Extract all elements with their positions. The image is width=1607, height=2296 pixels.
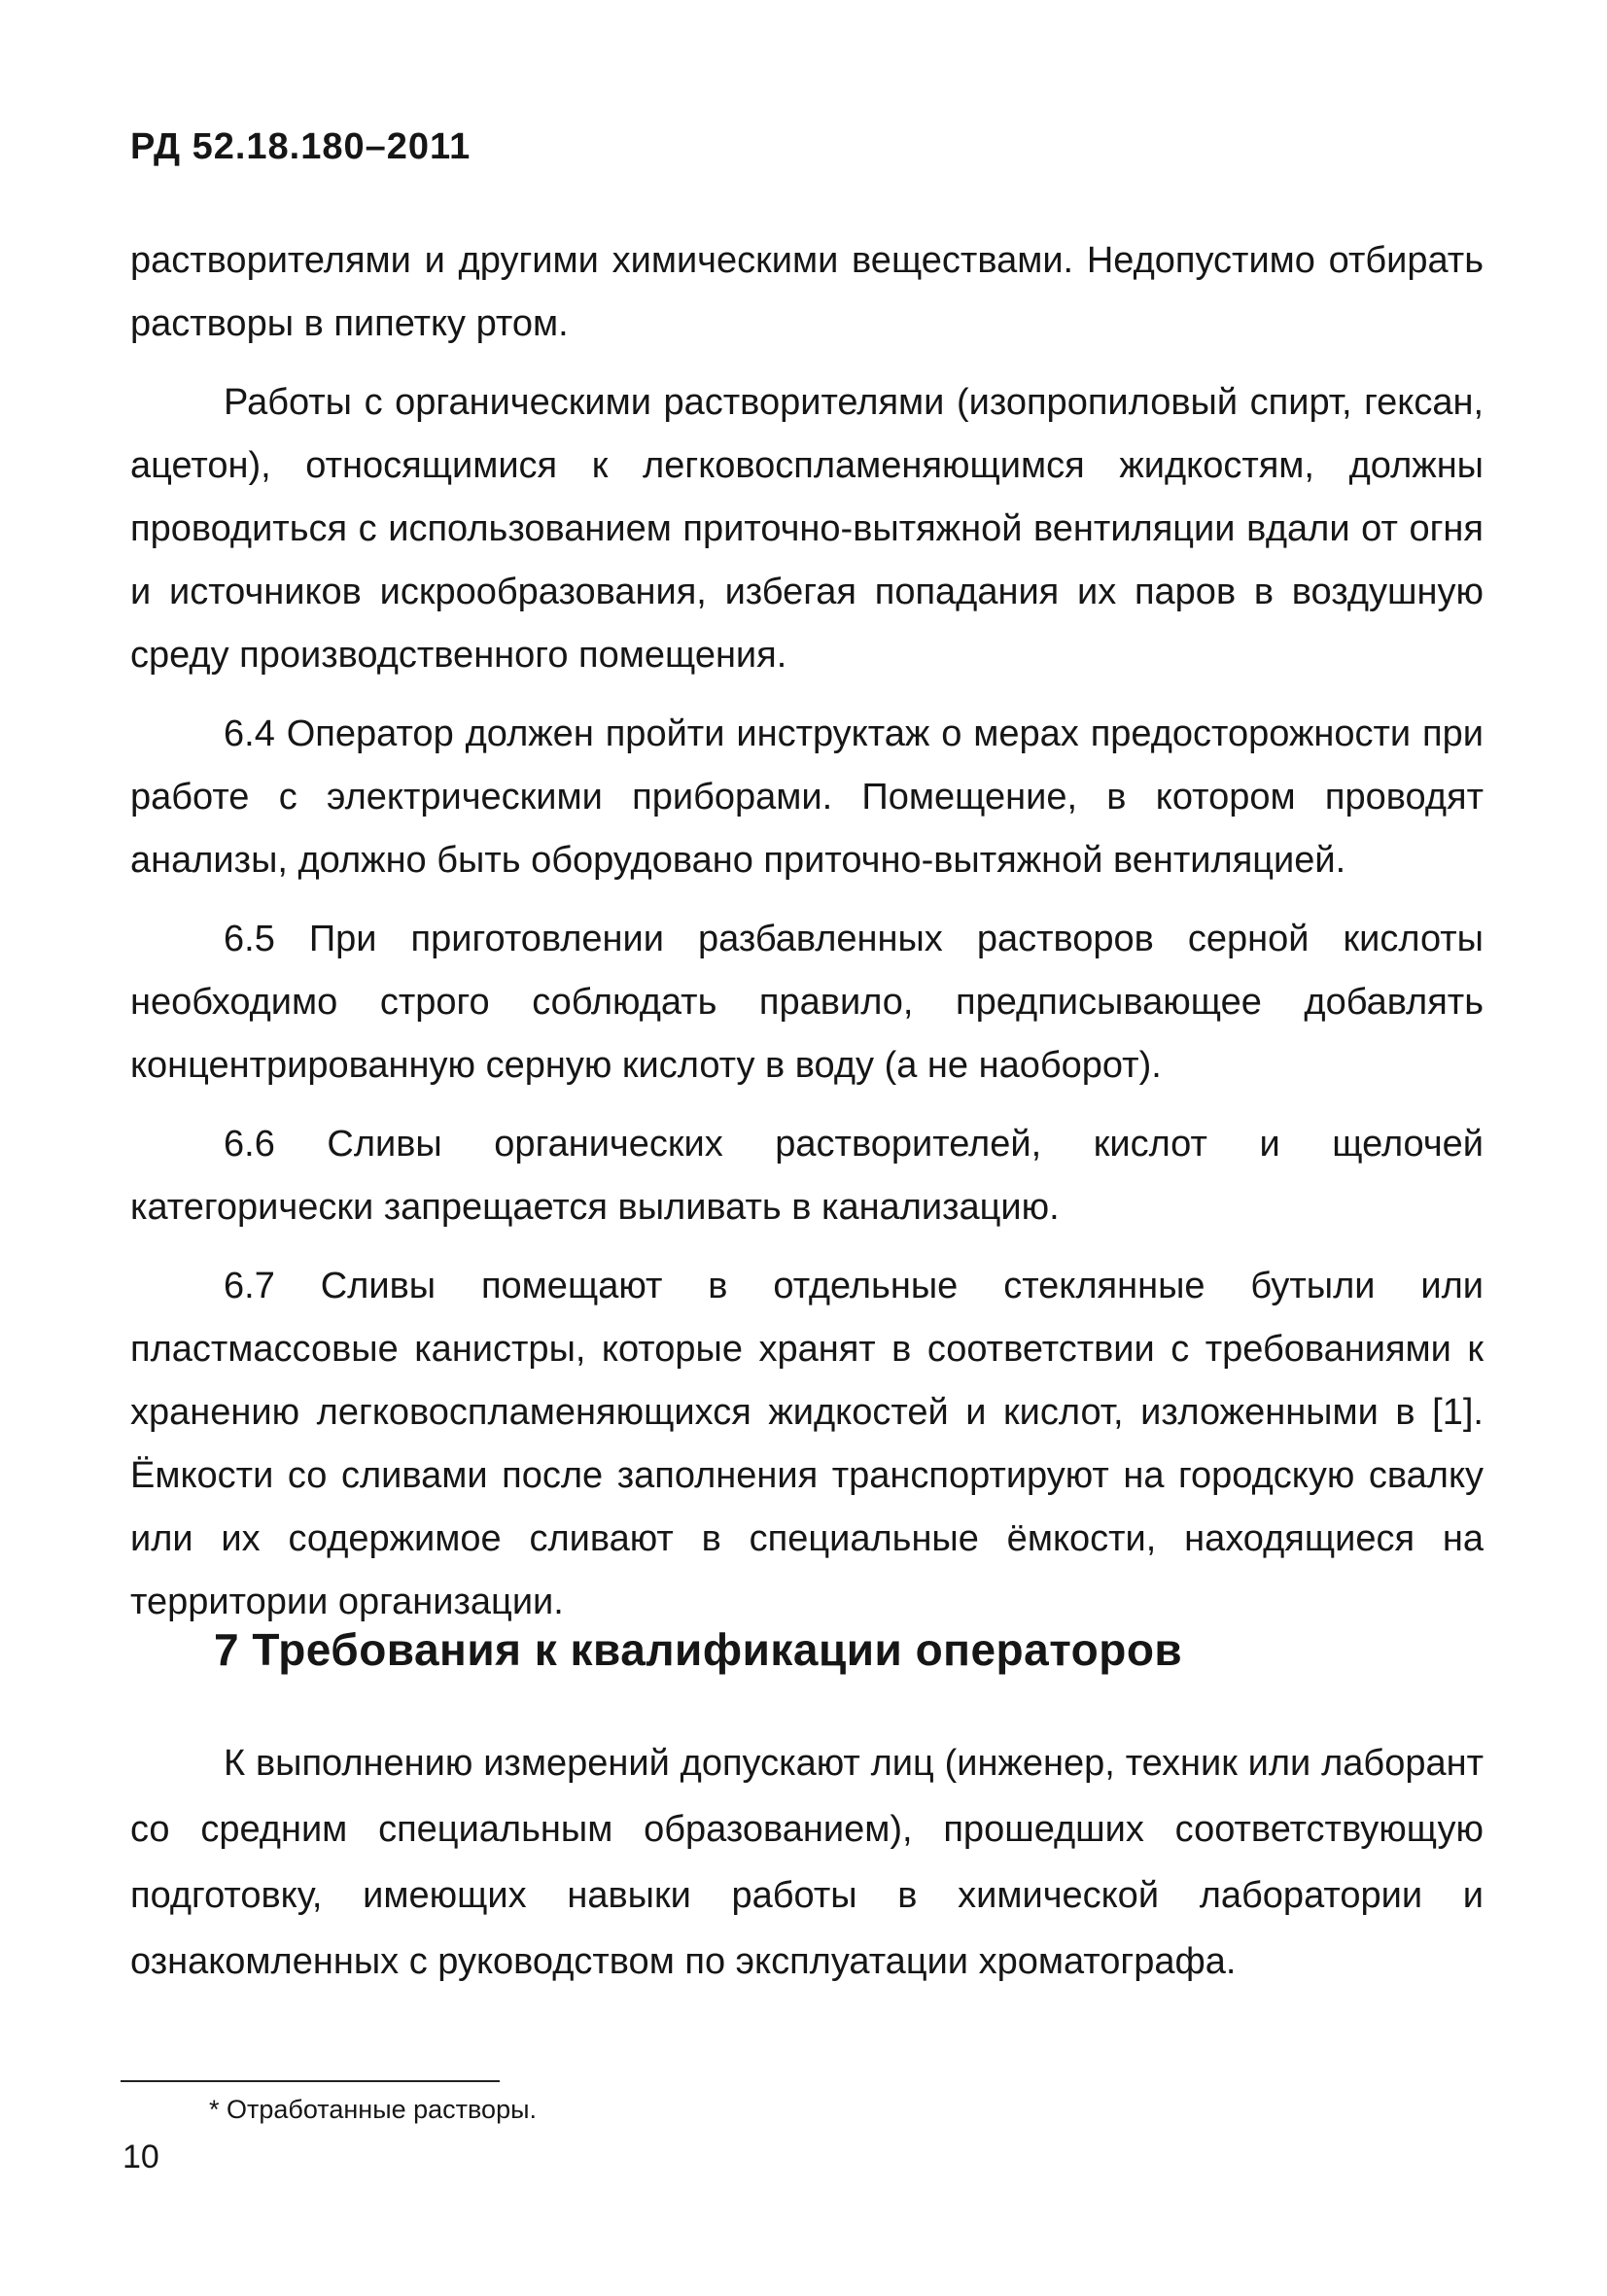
paragraph-6-6: 6.6 Сливы органических растворителей, кислот и щелочей категорически запрещается выливать в канализацию. — [130, 1124, 1484, 1228]
page-number: 10 — [122, 2139, 159, 2175]
section-7-body — [130, 1730, 1484, 1995]
footnote-divider — [121, 2080, 500, 2082]
document-code-header: РД 52.18.180–2011 — [130, 126, 472, 167]
section-6-body — [130, 229, 1484, 1650]
paragraph-6-4: 6.4 Оператор должен пройти инструктаж о мерах предосторожности при работе с электрическими приборами. Помещение, в котором проводят анализы, должно быть оборудовано приточно-вытяжной вентиляцией. — [130, 713, 1484, 881]
section-7-heading: 7 Требования к квалификации операторов — [214, 1624, 1183, 1675]
footnote: * Отработанные растворы. — [209, 2095, 537, 2124]
paragraph-6-7: 6.7 Сливы помещают в отдельные стеклянные бутыли или пластмассовые канистры, которые хранят в соответствии с требованиями к хранению легковоспламеняющихся жидкостей и кислот, изложенными в [1]. Ёмкости со сливами после заполнения транспортируют на городскую свалку или их содержимое сливают в специальные ёмкости, находящиеся на территории организации. — [130, 1266, 1484, 1622]
paragraph-organic-solvents: Работы с органическими растворителями (изопропиловый спирт, гексан, ацетон), относящимися к легковоспламеняющимся жидкостям, должны проводиться с использованием приточно-вытяжной вентиляции вдали от огня и источников искрообразования, избегая попадания их паров в воздушную среду производственного помещения. — [130, 382, 1484, 676]
paragraph-6-5: 6.5 При приготовлении разбавленных растворов серной кислоты необходимо строго соблюдать правило, предписывающее добавлять концентрированную серную кислоту в воду (а не наоборот). — [130, 919, 1484, 1086]
paragraph-continuation: растворителями и другими химическими веществами. Недопустимо отбирать растворы в пипетку ртом. — [130, 240, 1484, 344]
paragraph-section-7: К выполнению измерений допускают лиц (инженер, техник или лаборант со средним специальным образованием), прошедших соответствующую подготовку, имеющих навыки работы в химической лаборатории и ознакомленных с руководством по эксплуатации хроматографа. — [130, 1743, 1484, 1982]
